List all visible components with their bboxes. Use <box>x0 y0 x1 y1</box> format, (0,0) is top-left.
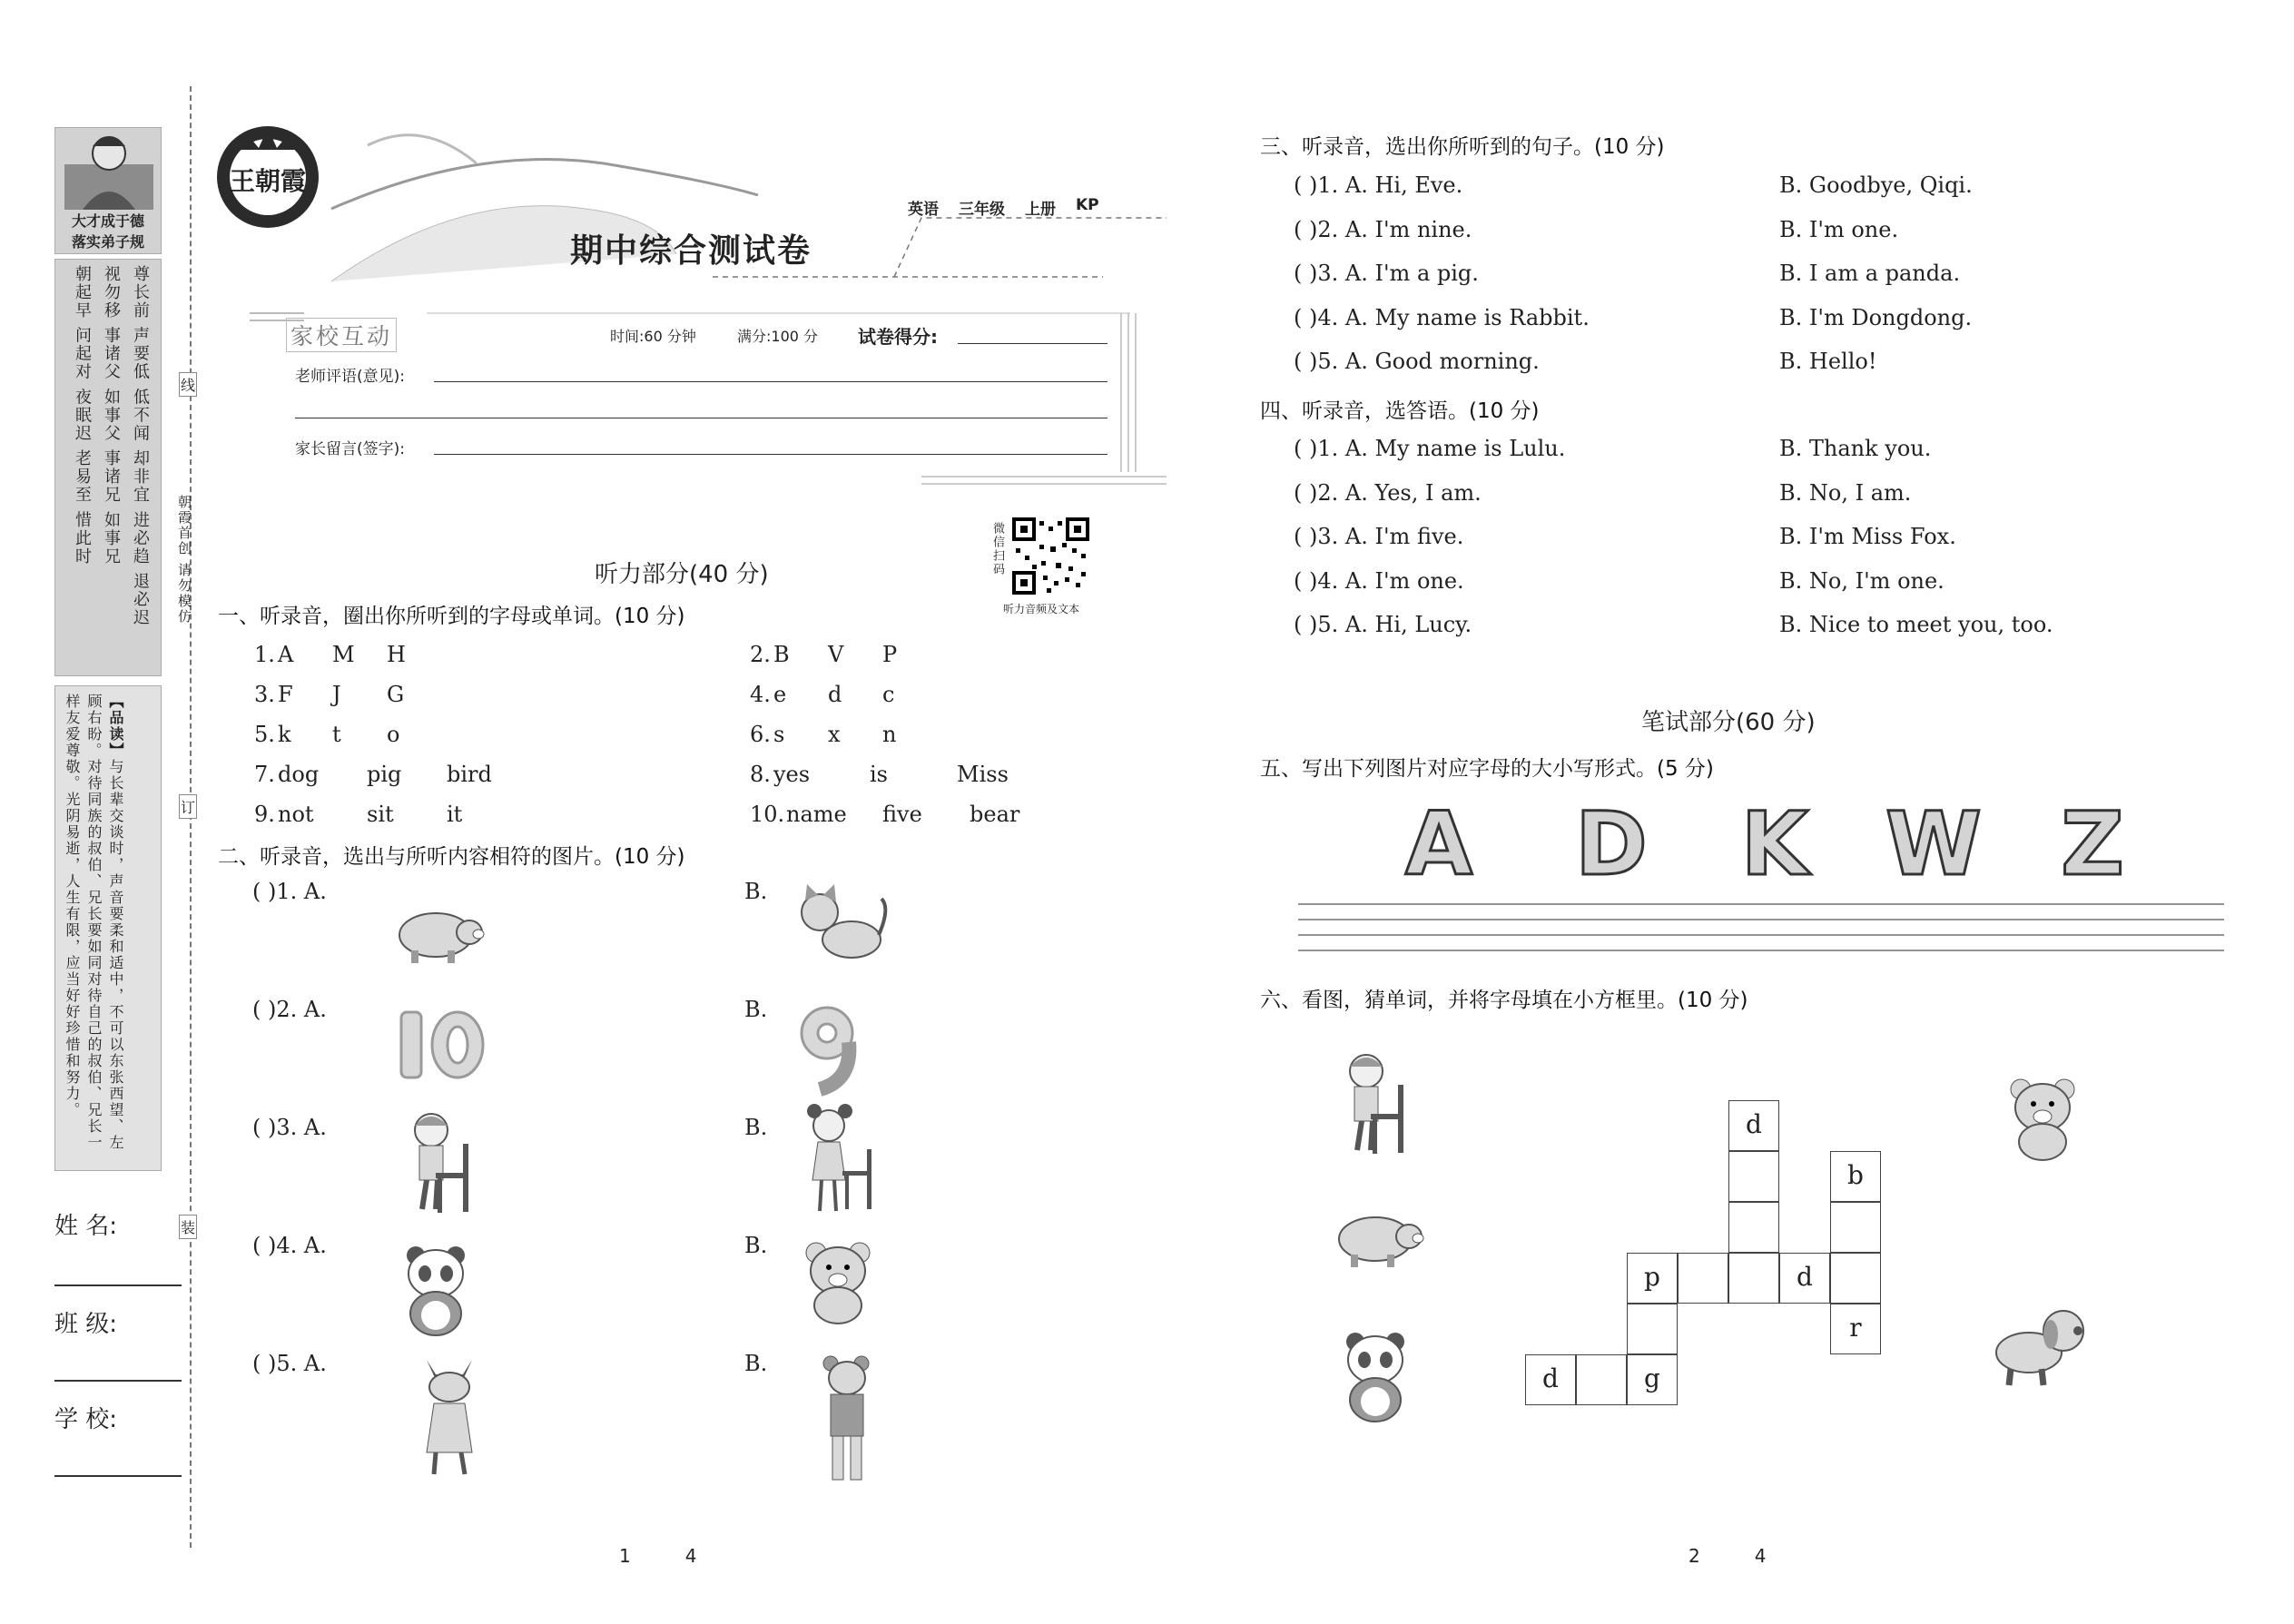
class-field-label: 班 级: <box>54 1311 118 1338</box>
section1-option[interactable]: M <box>332 642 355 667</box>
teacher-comment-line[interactable] <box>434 381 1108 382</box>
section2-question-label[interactable]: ( )4. A. <box>252 1233 327 1258</box>
qr-label: 微信扫码 <box>990 522 1004 576</box>
subject-tags <box>908 196 1099 219</box>
crossword-cell[interactable]: b <box>1830 1151 1881 1202</box>
section3-option-b[interactable]: B. Hello! <box>1779 349 1877 374</box>
grade-label: 试卷得分: <box>858 326 938 348</box>
motto-box <box>54 127 162 254</box>
section4-option-b[interactable]: B. I'm Miss Fox. <box>1779 524 1956 549</box>
section4-option-b[interactable]: B. No, I am. <box>1779 479 1912 506</box>
writing-title: 笔试部分(60 分) <box>1641 709 1816 736</box>
school-field-label: 学 校: <box>54 1406 118 1433</box>
subject-tag: 英语 <box>908 201 939 219</box>
page-number-left: 1 4 <box>619 1545 697 1567</box>
teacher-comment-label: 老师评语(意见): <box>295 368 405 386</box>
reading-text: 【品读】与长辈交谈时，声音要柔和适中，不可以东张西望、左顾右盼。对待同族的叔伯、兄长要如同对待自己的叔伯、兄长一样友爱尊敬。光阴易逝，人生有限，应当好好珍惜和努力。 <box>64 694 124 1151</box>
section1-option[interactable]: five <box>882 802 922 827</box>
motto-line-2: 落实弟子规 <box>71 233 144 251</box>
letter-picture <box>1557 793 1666 895</box>
section1-title: 一、听录音，圈出你所听到的字母或单词。(10 分) <box>218 605 685 628</box>
section1-option[interactable]: is <box>870 762 888 787</box>
panda-picture <box>1330 1325 1421 1429</box>
section4-option-a[interactable]: ( )1. A. My name is Lulu. <box>1294 436 1566 461</box>
section1-option[interactable]: d <box>828 682 842 707</box>
section4-option-b[interactable]: B. Thank you. <box>1779 436 1932 461</box>
section1-option[interactable]: Miss <box>957 762 1009 787</box>
poem-box <box>54 259 162 676</box>
section2-question-label[interactable]: ( )2. A. <box>252 997 327 1022</box>
letter-picture <box>1384 793 1493 895</box>
boy-sitting-picture[interactable] <box>399 1107 490 1220</box>
section1-option[interactable]: o <box>387 722 400 747</box>
section2-option-b[interactable]: B. <box>744 1351 768 1376</box>
grade-tag: 三年级 <box>959 201 1005 219</box>
section4-option-a[interactable]: ( )5. A. Hi, Lucy. <box>1294 612 1472 637</box>
section1-option[interactable]: it <box>447 802 463 827</box>
section1-option[interactable]: c <box>882 682 895 707</box>
crossword-cell[interactable]: r <box>1830 1304 1881 1354</box>
section4-option-a[interactable]: ( )2. A. Yes, I am. <box>1294 479 1482 506</box>
section1-option[interactable]: sit <box>367 802 394 827</box>
section3-option-a[interactable]: ( )2. A. I'm nine. <box>1294 216 1472 242</box>
letter-picture-glyph: W <box>1885 793 1982 895</box>
cut-label-line: 线 <box>179 372 197 397</box>
edition-tag: KP <box>1076 196 1099 214</box>
school-field-line[interactable] <box>54 1475 182 1477</box>
section1-item-number: 8. <box>750 762 771 787</box>
crossword-cell[interactable] <box>1627 1304 1678 1354</box>
section4-option-b[interactable]: B. Nice to meet you, too. <box>1779 612 2053 637</box>
reading-box <box>54 685 162 1171</box>
section2-question-label[interactable]: ( )5. A. <box>252 1351 327 1376</box>
name-field-line[interactable] <box>54 1284 182 1286</box>
page-title: 期中综合测试卷 <box>570 231 812 270</box>
section1-option[interactable]: P <box>882 642 898 667</box>
section3-option-b[interactable]: B. Goodbye, Qiqi. <box>1779 172 1973 198</box>
number-ten-picture[interactable] <box>392 1003 492 1088</box>
section1-option[interactable]: n <box>882 722 897 747</box>
section3-option-a[interactable]: ( )1. A. Hi, Eve. <box>1294 172 1463 198</box>
section5-title: 五、写出下列图片对应字母的大小写形式。(5 分) <box>1260 757 1714 781</box>
section2-option-b[interactable]: B. <box>744 879 768 904</box>
term-tag: 上册 <box>1025 201 1056 219</box>
parent-message-line[interactable] <box>434 454 1108 455</box>
crossword-cell[interactable]: g <box>1627 1354 1678 1405</box>
dog-picture <box>1984 1298 2092 1393</box>
letter-picture-glyph: Z <box>2061 793 2124 895</box>
binding-strip <box>0 0 195 1624</box>
letter-picture-glyph: K <box>1740 793 1809 895</box>
letter-picture <box>2038 793 2147 895</box>
crossword-cell[interactable]: d <box>1525 1354 1576 1405</box>
section1-item-number: 6. <box>750 722 771 747</box>
logo-text: 王朝霞 <box>229 166 306 196</box>
section1-item-number: 5. <box>254 722 275 747</box>
section3-option-a[interactable]: ( )4. A. My name is Rabbit. <box>1294 304 1590 330</box>
bear-picture[interactable] <box>793 1235 883 1329</box>
section1-option[interactable]: F <box>278 682 293 707</box>
class-field-line[interactable] <box>54 1380 182 1382</box>
section3-title: 三、听录音，选出你所听到的句子。(10 分) <box>1260 135 1665 159</box>
fox-picture[interactable] <box>409 1353 490 1483</box>
section1-option[interactable]: bear <box>970 802 1020 827</box>
scholar-illustration <box>55 128 162 210</box>
crossword-cell[interactable]: d <box>1728 1100 1779 1151</box>
qr-caption: 听力音频及文本 <box>1003 603 1080 615</box>
section1-option[interactable]: bird <box>447 762 492 787</box>
crossword-cell[interactable] <box>1728 1253 1779 1304</box>
section1-option[interactable]: x <box>828 722 841 747</box>
section1-option[interactable]: s <box>773 722 785 747</box>
girl-chair-picture[interactable] <box>793 1098 883 1220</box>
section1-option[interactable]: B <box>773 642 790 667</box>
time-label: 时间:60 分钟 <box>610 328 696 345</box>
section3-option-b[interactable]: B. I am a panda. <box>1779 261 1961 286</box>
section1-option[interactable]: yes <box>773 762 811 787</box>
number-nine-picture[interactable] <box>793 999 865 1102</box>
section2-question-label[interactable]: ( )3. A. <box>252 1115 327 1140</box>
section3-option-a[interactable]: ( )5. A. Good morning. <box>1294 349 1540 374</box>
score-label: 满分:100 分 <box>737 328 819 345</box>
motto-line-1: 大才成于德 <box>71 212 144 230</box>
qr-code-icon[interactable] <box>1012 517 1089 595</box>
poem-column: 尊长前 声要低 低不闻 却非宜 进必趋 退必迟 <box>131 265 150 627</box>
section1-item-number: 9. <box>254 802 275 827</box>
section1-item-number: 1. <box>254 642 275 667</box>
cut-label-bind: 装 <box>179 1215 197 1239</box>
section1-item-number: 2. <box>750 642 771 667</box>
name-field-label: 姓 名: <box>54 1213 118 1240</box>
letter-picture-glyph: D <box>1575 793 1648 895</box>
section4-option-b[interactable]: B. No, I'm one. <box>1779 567 1944 594</box>
section1-option[interactable]: dog <box>278 762 320 787</box>
section1-option[interactable]: J <box>332 682 341 707</box>
section1-option[interactable]: H <box>387 642 406 667</box>
listening-title: 听力部分(40 分) <box>595 561 769 588</box>
home-school-label: 家校互动 <box>286 318 397 352</box>
section4-title: 四、听录音，选答语。(10 分) <box>1260 399 1540 423</box>
poem-column: 朝起早 问起对 夜眠迟 老易至 惜此时 <box>73 265 92 566</box>
section2-option-b[interactable]: B. <box>744 997 768 1022</box>
pig-picture[interactable] <box>395 894 486 970</box>
crossword-cell[interactable] <box>1728 1151 1779 1202</box>
section1-option[interactable]: k <box>278 722 291 747</box>
section1-option[interactable]: t <box>332 722 341 747</box>
section1-item-number: 3. <box>254 682 275 707</box>
section1-option[interactable]: e <box>773 682 787 707</box>
grade-line[interactable] <box>958 343 1108 344</box>
crossword-cell[interactable]: p <box>1627 1253 1678 1304</box>
boy-chair-picture <box>1334 1048 1425 1161</box>
panda-picture[interactable] <box>390 1239 481 1343</box>
cut-label-order: 订 <box>179 794 197 819</box>
writing-lines[interactable] <box>1298 899 2224 962</box>
parent-message-label: 家长留言(签字): <box>295 440 405 458</box>
section1-option[interactable]: G <box>387 682 405 707</box>
section4-option-a[interactable]: ( )4. A. I'm one. <box>1294 567 1464 594</box>
section1-item-number: 4. <box>750 682 771 707</box>
section4-option-a[interactable]: ( )3. A. I'm five. <box>1294 524 1464 549</box>
publisher-vertical: 朝霞首创 请勿模仿 <box>176 495 192 625</box>
section1-option[interactable]: name <box>786 802 847 827</box>
section1-option[interactable]: A <box>278 642 294 667</box>
crossword-cell[interactable] <box>1576 1354 1627 1405</box>
pig-picture <box>1334 1198 1425 1275</box>
section1-item-number: 10. <box>750 802 785 827</box>
section1-option[interactable]: V <box>828 642 844 667</box>
bear-picture <box>1997 1071 2088 1166</box>
cat-picture[interactable] <box>793 881 892 975</box>
poem-column: 视勿移 事诸父 如事父 事诸兄 如事兄 <box>102 265 121 566</box>
crossword-cell[interactable] <box>1830 1202 1881 1253</box>
crossword-cell[interactable]: d <box>1779 1253 1830 1304</box>
page-number-right: 2 4 <box>1689 1545 1767 1567</box>
section1-option[interactable]: pig <box>367 762 402 787</box>
letter-picture <box>1720 793 1829 895</box>
section2-title: 二、听录音，选出与所听内容相符的图片。(10 分) <box>218 845 685 869</box>
section2-option-b[interactable]: B. <box>744 1233 768 1258</box>
section2-option-b[interactable]: B. <box>744 1115 768 1140</box>
section3-option-b[interactable]: B. I'm Dongdong. <box>1779 304 1973 330</box>
section6-title: 六、看图，猜单词，并将字母填在小方框里。(10 分) <box>1260 989 1748 1012</box>
bear-standing-picture[interactable] <box>811 1353 883 1492</box>
crossword-cell[interactable] <box>1678 1253 1728 1304</box>
letter-picture <box>1879 793 1988 895</box>
section1-item-number: 7. <box>254 762 275 787</box>
section2-question-label[interactable]: ( )1. A. <box>252 879 327 904</box>
section3-option-a[interactable]: ( )3. A. I'm a pig. <box>1294 261 1479 286</box>
crossword-cell[interactable] <box>1830 1253 1881 1304</box>
section3-option-b[interactable]: B. I'm one. <box>1779 216 1899 242</box>
letter-picture-glyph: A <box>1404 793 1473 895</box>
crossword-cell[interactable] <box>1728 1202 1779 1253</box>
section1-option[interactable]: not <box>278 802 314 827</box>
